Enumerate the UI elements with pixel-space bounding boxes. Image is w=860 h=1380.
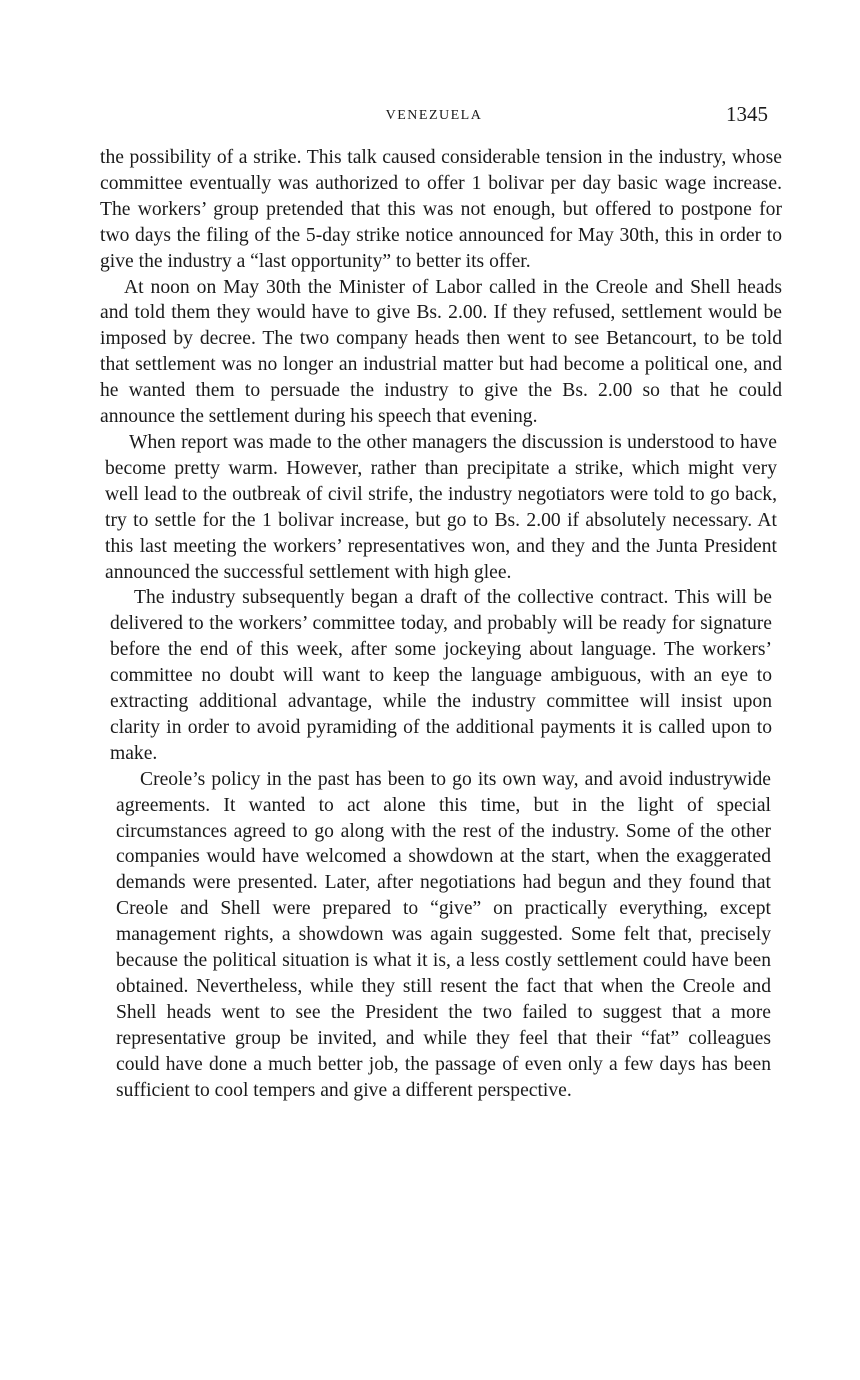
- page-number: 1345: [726, 102, 768, 126]
- paragraph-creole-policy: Creole’s policy in the past has been to go its own way, and avoid industrywide agreements. It wanted to act alone this time, but in the light of special circumstances agreed to go along with the rest of the industry. Some of the other companies would have welcomed a showdown at the start, when the exaggerated demands were presented. Later, after negotiations had begun and they found that Creole and Shell were prepared to “give” on practically everything, except management rights, a showdown was again suggested. Some felt that, precisely because the political situation is what it is, a less costly settlement could have been obtained. Nevertheless, while they still resent the fact that when the Creole and Shell heads went to see the President the two failed to suggest that a more representative group be invited, and while they feel that their “fat” colleagues could have done a much better job, the passage of even only a few days has been sufficient to cool tempers and give a different perspective.: [116, 768, 771, 1101]
- paragraph-strike-talk: the possibility of a strike. This talk caused considerable tension in the industry, whose committee eventually was authorized to offer 1 bolivar per day basic wage increase. The workers’ group pretended that this was not enough, but offered to postpone for two days the filing of the 5-day strike notice announced for May 30th, this in order to give the industry a “last opportunity” to better its offer.: [100, 147, 782, 272]
- body-text: [100, 145, 782, 1104]
- paragraph-collective-contract: The industry subsequently began a draft of the collective contract. This will be delivered to the workers’ committee today, and probably will be ready for signature before the end of this week, after some jockeying about language. The workers’ committee no doubt will want to keep the language ambiguous, with an eye to extracting additional advantage, while the industry committee will insist upon clarity in order to avoid pyramiding of the additional payments it is called upon to make.: [110, 587, 772, 764]
- paragraph-minister-of-labor: At noon on May 30th the Minister of Labor called in the Creole and Shell heads and told them they would have to give Bs. 2.00. If they refused, settlement would be imposed by decree. The two company heads then went to see Betancourt, to be told that settlement was no longer an industrial matter but had become a political one, and he wanted them to persuade the industry to give the Bs. 2.00 so that he could announce the settlement during his speech that evening.: [100, 276, 782, 428]
- running-head: VENEZUELA: [385, 108, 483, 123]
- page-header: [100, 102, 768, 132]
- paragraph-managers-discussion: When report was made to the other managers the discussion is understood to have become pretty warm. However, rather than precipitate a strike, which might very well lead to the outbreak of civil strife, the industry negotiators were told to go back, try to settle for the 1 bolivar increase, but go to Bs. 2.00 if absolutely necessary. At this last meeting the workers’ representatives won, and they and the Junta President announced the successful settlement with high glee.: [105, 431, 777, 583]
